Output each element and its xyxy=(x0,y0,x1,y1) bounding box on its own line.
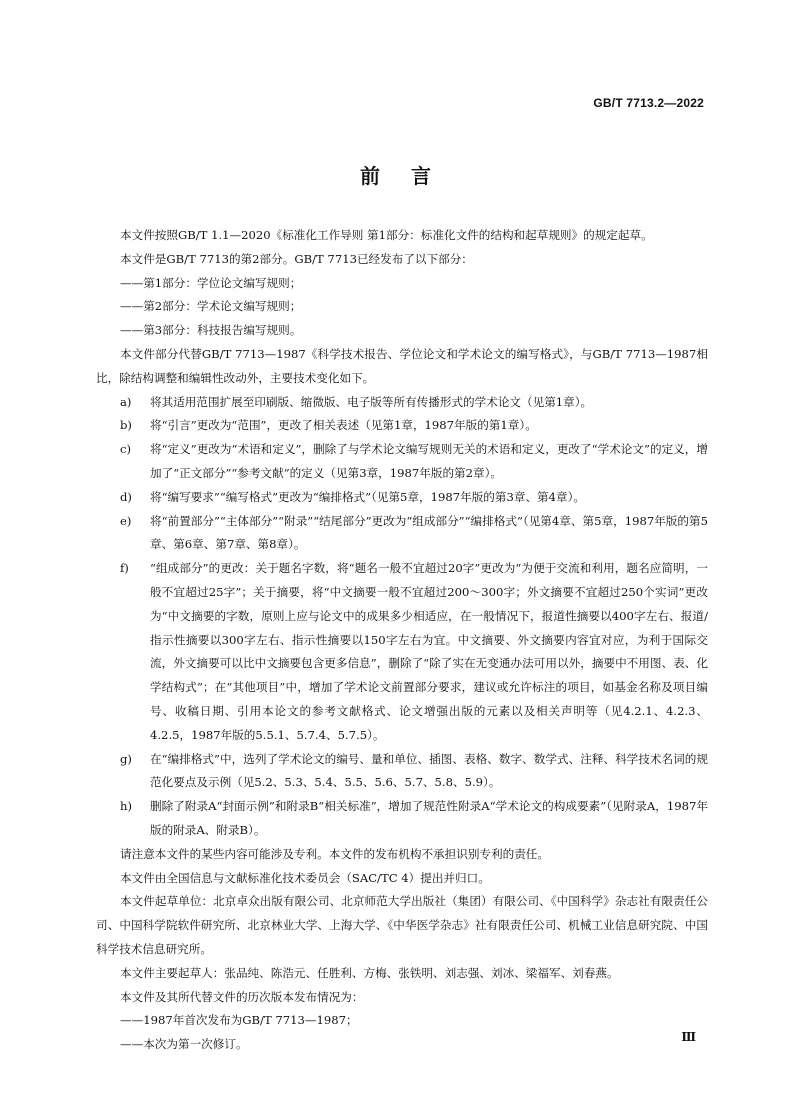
change-text: “组成部分”的更改：关于题名字数，将“题名一般不宜超过20字”更改为“为便于交流和利用，题名应简明，一般不宜超过25字”；关于摘要，将“中文摘要一般不宜超过200～300字；外文摘要不宜超过250个实词”更改为“中文摘要的字数，原则上应与论文中的成果多少相适应，在一般情况下，报道性摘要以400字左右、报道/指示性摘要以300字左右、指示性摘要以150字左右为宜。中文摘要、外文摘要内容宜对应，为利于国际交流，外文摘要可以比中文摘要包含更多信息”，删除了“除了实在无变通办法可用以外，摘要中不用图、表、化学结构式”；在“其他项目”中，增加了学术论文前置部分要求，建议或允许标注的项目，如基金名称及项目编号、收稿日期、引用本论文的参考文献格式、论文增强出版的元素以及相关声明等（见4.2.1、4.2.3、4.2.5，1987年版的5.5.1、5.7.4、5.7.5）。 xyxy=(150,561,708,742)
change-label: a) xyxy=(120,394,132,409)
change-label: g) xyxy=(120,751,132,766)
foreword-body xyxy=(96,224,708,1057)
change-item xyxy=(96,557,708,747)
change-label: f) xyxy=(120,561,129,576)
paragraph-drafters: 本文件主要起草人：张品纯、陈浩元、任胜利、方梅、张铁明、刘志强、刘冰、梁福军、刘春燕。 xyxy=(120,965,619,980)
change-label: c) xyxy=(120,442,132,457)
change-label: d) xyxy=(120,489,132,504)
page-title-left: 前 xyxy=(360,164,381,188)
paragraph-part-intro: 本文件是GB/T 7713的第2部分。GB/T 7713已经发布了以下部分： xyxy=(120,251,473,266)
paragraph-history-intro: 本文件及其所代替文件的历次版本发布情况为： xyxy=(120,989,364,1004)
change-label: b) xyxy=(120,418,132,433)
change-text: 将“定义”更改为“术语和定义”，删除了与学术论文编写规则无关的术语和定义，更改了“学术论文”的定义，增加了“正文部分”“参考文献”的定义（见第3章，1987年版的第2章）。 xyxy=(150,442,708,480)
change-item xyxy=(96,510,708,558)
page-title xyxy=(0,160,792,189)
change-item xyxy=(96,391,708,415)
change-label: h) xyxy=(120,799,132,814)
paragraph-drafting-rule: 本文件按照GB/T 1.1—2020《标准化工作导则 第1部分：标准化文件的结构和起草规则》的规定起草。 xyxy=(120,228,653,242)
change-item xyxy=(96,486,708,510)
change-text: 将其适用范围扩展至印刷版、缩微版、电子版等所有传播形式的学术论文（见第1章）。 xyxy=(150,394,593,409)
standard-code: GB/T 7713.2—2022 xyxy=(593,96,704,110)
part-list-item: ——第2部分：学术论文编写规则； xyxy=(120,299,302,314)
change-text: 将“编写要求”“编写格式”更改为“编排格式”（见第5章，1987年版的第3章、第4章）。 xyxy=(150,489,586,504)
change-item xyxy=(96,795,708,843)
change-text: 将“前置部分”“主体部分”“附录”“结尾部分”更改为“组成部分”“编排格式”（见第4章、第5章，1987年版的第5章、第6章、第7章、第8章）。 xyxy=(150,513,708,552)
paragraph-patent: 请注意本文件的某些内容可能涉及专利。本文件的发布机构不承担识别专利的责任。 xyxy=(120,846,549,861)
change-item xyxy=(96,748,708,796)
change-text: 在“编排格式”中，选列了学术论文的编号、量和单位、插图、表格、数字、数学式、注释、科学技术名词的规范化要点及示例（见5.2、5.3、5.4、5.5、5.6、5.7、5.8、5.9）。 xyxy=(150,751,708,790)
part-list-item: ——第1部分：学位论文编写规则； xyxy=(120,275,302,290)
paragraph-replacement: 本文件部分代替GB/T 7713—1987《科学技术报告、学位论文和学术论文的编写格式》，与GB/T 7713—1987相比，除结构调整和编辑性改动外，主要技术变化如下。 xyxy=(96,346,708,385)
paragraph-drafting-units: 本文件起草单位：北京卓众出版有限公司、北京师范大学出版社（集团）有限公司、《中国科学》杂志社有限责任公司、中国科学院软件研究所、北京林业大学、上海大学、《中华医学杂志》社有限责任公司、机械工业信息研究院、中国科学技术信息研究所。 xyxy=(96,894,708,956)
history-list-item: ——本次为第一次修订。 xyxy=(120,1037,248,1052)
page-number: Ⅲ xyxy=(681,1030,696,1044)
history-list-item: ——1987年首次发布为GB/T 7713—1987； xyxy=(120,1013,358,1028)
page-title-right: 言 xyxy=(411,164,432,188)
paragraph-proposer: 本文件由全国信息与文献标准化技术委员会（SAC/TC 4）提出并归口。 xyxy=(120,870,490,885)
change-item xyxy=(96,438,708,486)
change-text: 删除了附录A“封面示例”和附录B“相关标准”，增加了规范性附录A“学术论文的构成要素”（见附录A，1987年版的附录A、附录B）。 xyxy=(150,799,708,837)
change-label: e) xyxy=(120,513,132,528)
change-item xyxy=(96,414,708,438)
part-list-item: ——第3部分：科技报告编写规则。 xyxy=(120,323,302,338)
change-text: 将“引言”更改为“范围”，更改了相关表述（见第1章，1987年版的第1章）。 xyxy=(150,418,537,433)
